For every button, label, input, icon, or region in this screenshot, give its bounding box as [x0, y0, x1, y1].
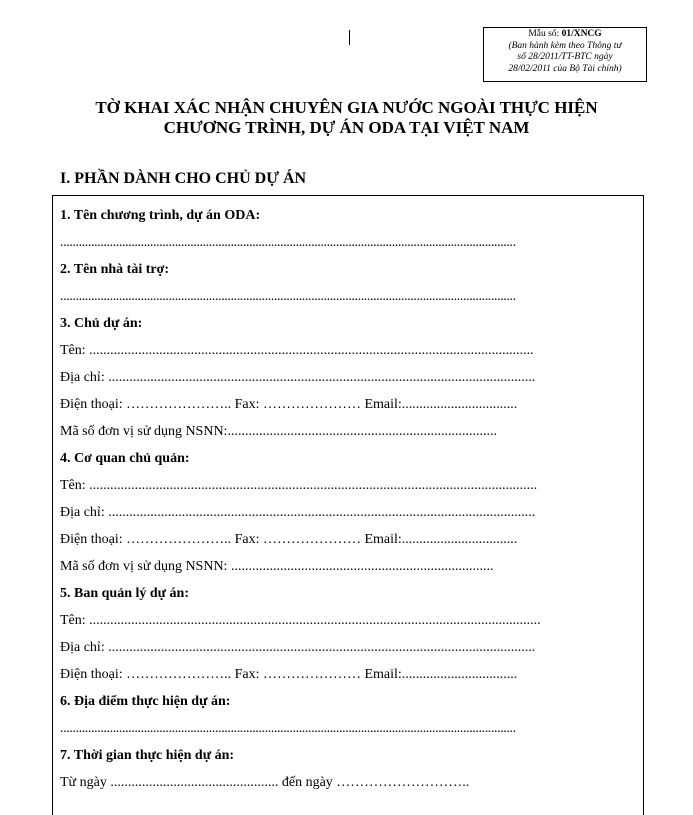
document-title — [0, 98, 693, 138]
board-name-field[interactable]: Tên: ................................................................................................................................. — [60, 613, 541, 628]
owner-name-field[interactable]: Tên: ............................................................................................................................... — [60, 343, 534, 358]
field-program-name-label: 1. Tên chương trình, dự án ODA: — [60, 208, 261, 223]
agency-contact-field[interactable]: Điện thoại: ………………….. Fax: ………………… Email:................................. — [60, 532, 518, 547]
duration-range-field[interactable]: Từ ngày ................................................ đến ngày ……………………….. — [60, 775, 470, 790]
text-cursor — [349, 30, 350, 45]
field-governing-agency-label: 4. Cơ quan chủ quản: — [60, 451, 190, 466]
board-contact-field[interactable]: Điện thoại: ………………….. Fax: ………………… Email:................................. — [60, 667, 518, 682]
owner-contact-field[interactable]: Điện thoại: ………………….. Fax: ………………… Email:................................. — [60, 397, 518, 412]
form-code-label: Mẫu số: — [528, 29, 562, 39]
agency-budget-code-field[interactable]: Mã số đơn vị sử dụng NSNN: ........................................................................... — [60, 559, 494, 574]
field-duration-label: 7. Thời gian thực hiện dự án: — [60, 748, 235, 763]
field-management-board-label: 5. Ban quản lý dự án: — [60, 586, 190, 601]
form-note-line2: số 28/2011/TT-BTC ngày — [517, 52, 613, 62]
field-project-owner-label: 3. Chủ dự án: — [60, 316, 143, 331]
form-code: 01/XNCG — [561, 29, 602, 39]
field-donor-input[interactable]: ................................................................................................................................................... — [60, 289, 516, 304]
field-donor-label: 2. Tên nhà tài trợ: — [60, 262, 169, 277]
field-program-name-input[interactable]: ................................................................................................................................................... — [60, 235, 516, 250]
agency-address-field[interactable]: Địa chỉ: .......................................................................................................................... — [60, 505, 536, 520]
form-note-line1: (Ban hành kèm theo Thông tư — [508, 40, 622, 51]
form-code-box — [483, 27, 647, 82]
board-address-field[interactable]: Địa chỉ: .......................................................................................................................... — [60, 640, 536, 655]
form-code-line — [484, 29, 646, 41]
title-line2: CHƯƠNG TRÌNH, DỰ ÁN ODA TẠI VIỆT NAM — [163, 118, 530, 137]
title-line1: TỜ KHAI XÁC NHẬN CHUYÊN GIA NƯỚC NGOÀI THỰC HIỆN — [95, 98, 598, 117]
field-location-label: 6. Địa điểm thực hiện dự án: — [60, 694, 231, 709]
field-location-input[interactable]: ................................................................................................................................................... — [60, 721, 516, 736]
owner-budget-code-field[interactable]: Mã số đơn vị sử dụng NSNN:............................................................................. — [60, 424, 497, 439]
form-note-line3: 28/02/2011 của Bộ Tài chính) — [508, 63, 622, 74]
owner-address-field[interactable]: Địa chỉ: .......................................................................................................................... — [60, 370, 536, 385]
agency-name-field[interactable]: Tên: ................................................................................................................................ — [60, 478, 538, 493]
section-title: I. PHẦN DÀNH CHO CHỦ DỰ ÁN — [60, 170, 307, 187]
